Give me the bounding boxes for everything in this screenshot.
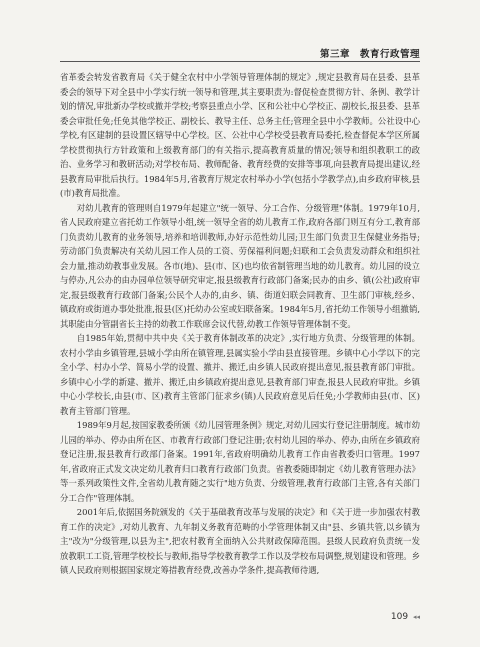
page-number: 109 [390,612,409,622]
paragraph: 自1985年始,贯彻中共中央《关于教育体制改革的决定》,实行地方负责、分级管理的体制。农村小学由乡镇管理,县城小学由所在镇管理,县属实验小学由县直接管理。乡镇中心小学以下的完全小学、村办小学、简易小学的设置、撤并、搬迁,由乡镇人民政府提出意见,报县教育部门审批。乡镇中心小学的新建、撤并、搬迁,由乡镇政府提出意见,县教育部门审查,报县人民政府审批。乡镇中心小学校长,由县(市、区)教育主管部门征求乡(镇)人民政府意见后任免;小学教师由县(市、区)教育主管部门管理。 [60,333,420,416]
header-rule [60,61,420,62]
body-text [60,70,420,578]
chapter-header: 第三章 教育行政管理 [319,49,420,60]
paragraph: 对幼儿教育的管理则自1979年起建立"统一领导、分工合作、分级管理"体制。1979年10月,省人民政府建立省托幼工作领导小组,统一领导全省的幼儿教育工作,政府各部门则互有分工,教育部门负责幼儿教育的业务领导,培养和培训教师,办好示范性幼儿园;卫生部门负责卫生保健业务指导;劳动部门负责解决有关幼儿园工作人员的工资、劳保福利问题;妇联和工会负责发动群众和组织社会力量,推动幼教事业发展。各市(地)、县(市、区)也均依省制管理当地的幼儿教育。幼儿园的设立与停办,凡公办的由办园单位领导研究审定,报县级教育行政部门备案;民办的由乡、镇(公社)政府审定,报县级教育行政部门备案;公民个人办的,由乡、镇、街道妇联会同教育、卫生部门审核,经乡、镇政府或街道办事处批准,报县(区)托幼办公室或妇联备案。1984年5月,省托幼工作领导小组撤销,其职能由分管副省长主持的幼教工作联席会议代替,幼教工作领导管理体制不变。 [60,202,420,329]
paragraph: 2001年后,依据国务院颁发的《关于基础教育改革与发展的决定》和《关于进一步加强农村教育工作的决定》,对幼儿教育、九年制义务教育范畴的小学管理体制又由"县、乡镇共管,以乡镇为主"改为"分级管理,以县为主",把农村教育全面纳入公共财政保障范围。县级人民政府负责统一发放教职工工资,管理学校校长与教师,指导学校教育教学工作以及学校布局调整,规划建设和管理。乡镇人民政府则根据国家规定筹措教育经费,改善办学条件,提高教师待遇, [60,507,420,575]
paragraph: 1989年9月起,按国家教委所颁《幼儿园管理条例》规定,对幼儿园实行登记注册制度。城市幼儿园的举办、停办由所在区、市教育行政部门登记注册;农村幼儿园的举办、停办,由所在乡镇政府登记注册,报县教育行政部门备案。1991年,省政府明确幼儿教育工作由省教委归口管理。1997年,省政府正式发文决定幼儿教育归口教育行政部门负责。省教委随即制定《幼儿教育管理办法》等一系列政策性文件,全省幼儿教育随之实行"地方负责、分级管理,教育行政部门主管,各有关部门分工合作"管理体制。 [60,420,420,503]
paragraph: 省革委会转发省教育局《关于健全农村中小学领导管理体制的规定》,规定县教育局在县委、县革委会的领导下对全县中小学实行统一领导和管理,其主要职责为:督促检查贯彻方针、条例、教学计划的情况,审批新办学校或撤并学校;考察县重点小学、区和公社中心学校正、副校长,报县委、县革委会审批任免;任免其他学校正、副校长、教导主任、总务主任;管理全县中小学教师。公社设中心学校,有区建制的县设置区辖导中心学校。区、公社中心学校受县教育局委托,检查督促本学区所属学校贯彻执行方针政策和上级教育部门的有关指示,提高教育质量的情况;领导和组织教职工的政治、业务学习和教研活动;对学校布局、教师配备、教育经费的安排等事项,向县教育局提出建议,经县教育局审批后执行。1984年5月,省教育厅规定农村举办小学(包括小学教学点),由乡政府审核,县(市)教育局批准。 [60,72,420,198]
page-marker: ◂◂ [412,613,420,621]
page-footer [391,612,420,622]
